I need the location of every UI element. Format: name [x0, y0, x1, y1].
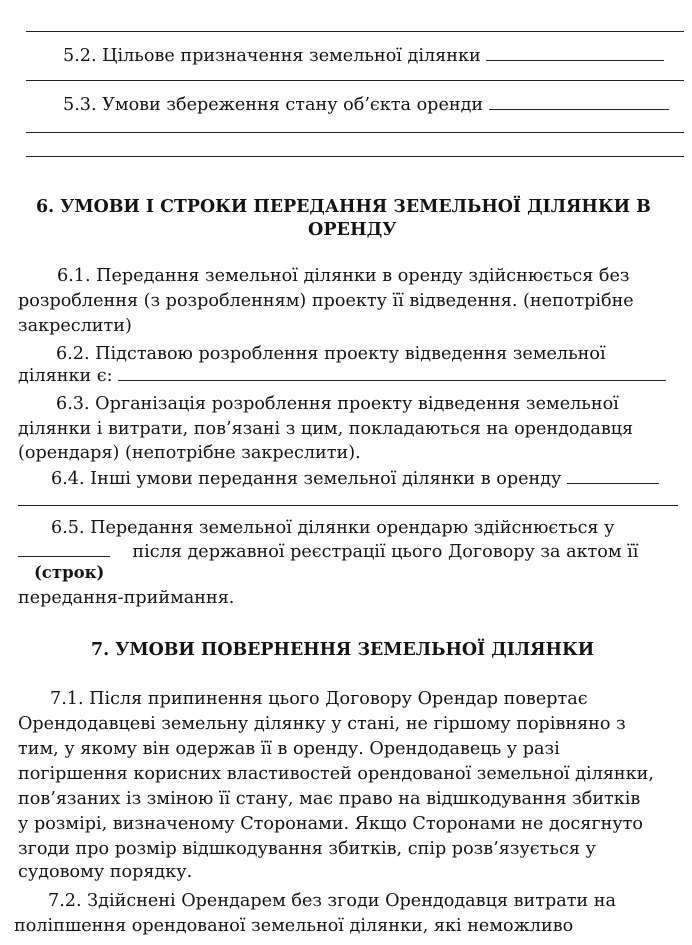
blank-line [26, 31, 684, 32]
item-5-2-blank [486, 46, 664, 61]
p6-5-line2 [18, 541, 638, 563]
p6-3-line2: ділянки і витрати, пов’язані з цим, покладаються на орендодавця [18, 419, 634, 439]
p7-1-line3: тим, у якому він одержав її в оренду. Орендодавець у разі [18, 739, 560, 759]
p7-1-line7: згоди про розмір відшкодування збитків, спір розв’язується у [18, 839, 596, 859]
p6-2-line2 [18, 365, 666, 387]
blank-line [26, 132, 684, 133]
blank-line [26, 156, 684, 157]
p7-2-line2: поліпшення орендованої земельної ділянки, які неможливо [14, 916, 574, 936]
p6-4 [51, 468, 659, 490]
p6-5-line3: передання-приймання. [18, 588, 235, 608]
item-5-3-blank [489, 95, 669, 110]
blank-line [26, 80, 684, 81]
section-6-title-line1: 6. УМОВИ І СТРОКИ ПЕРЕДАННЯ ЗЕМЕЛЬНОЇ ДІЛЯНКИ В [36, 197, 651, 217]
item-5-2-text: 5.2. Цільове призначення земельної ділянки [63, 46, 481, 66]
section-6-title-line2: ОРЕНДУ [308, 219, 397, 240]
p6-2-line2-text: ділянки є: [18, 366, 113, 386]
p6-1-line1: 6.1. Передання земельної ділянки в оренду здійснюється без [57, 266, 630, 286]
p6-5-line2-text: після державної реєстрації цього Договору за актом її [132, 542, 639, 562]
p7-1-line2: Орендодавцеві земельну ділянку у стані, не гіршому порівняно з [18, 714, 626, 734]
section-7-title: 7. УМОВИ ПОВЕРНЕННЯ ЗЕМЕЛЬНОЇ ДІЛЯНКИ [91, 640, 595, 660]
p7-1-line6: у розмірі, визначеному Сторонами. Якщо Сторонами не досягнуто [18, 814, 644, 834]
p6-3-line3: (орендаря) (непотрібне закреслити). [18, 443, 361, 463]
p6-1-line2: розроблення (з розробленням) проекту її відведення. (непотрібне [18, 291, 634, 311]
p6-5-term-blank [18, 542, 110, 557]
p6-2-line1: 6.2. Підставою розроблення проекту відведення земельної [56, 344, 606, 364]
p6-2-blank [118, 366, 666, 381]
p6-5-term-caption: (строк) [34, 563, 105, 582]
item-5-2 [63, 45, 664, 67]
p7-1-line8: судовому порядку. [18, 862, 193, 882]
p6-4-blank [567, 469, 659, 484]
p6-1-line3: закреслити) [18, 316, 132, 336]
p7-1-line5: пов’язаних із зміною її стану, має право на відшкодування збитків [18, 789, 641, 809]
p6-3-line1: 6.3. Організація розроблення проекту відведення земельної [56, 394, 619, 414]
p6-4-text: 6.4. Інші умови передання земельної ділянки в оренду [51, 469, 562, 489]
p7-1-line4: погіршення корисних властивостей орендованої земельної ділянки, [18, 764, 654, 784]
p7-1-line1: 7.1. Після припинення цього Договору Орендар повертає [50, 689, 588, 709]
p7-2-line1: 7.2. Здійснені Орендарем без згоди Орендодавця витрати на [48, 891, 616, 911]
item-5-3-text: 5.3. Умови збереження стану об’єкта оренди [63, 95, 484, 115]
item-5-3 [63, 94, 669, 116]
blank-line [18, 505, 678, 506]
p6-5-line1: 6.5. Передання земельної ділянки орендарю здійснюється у [51, 518, 615, 538]
